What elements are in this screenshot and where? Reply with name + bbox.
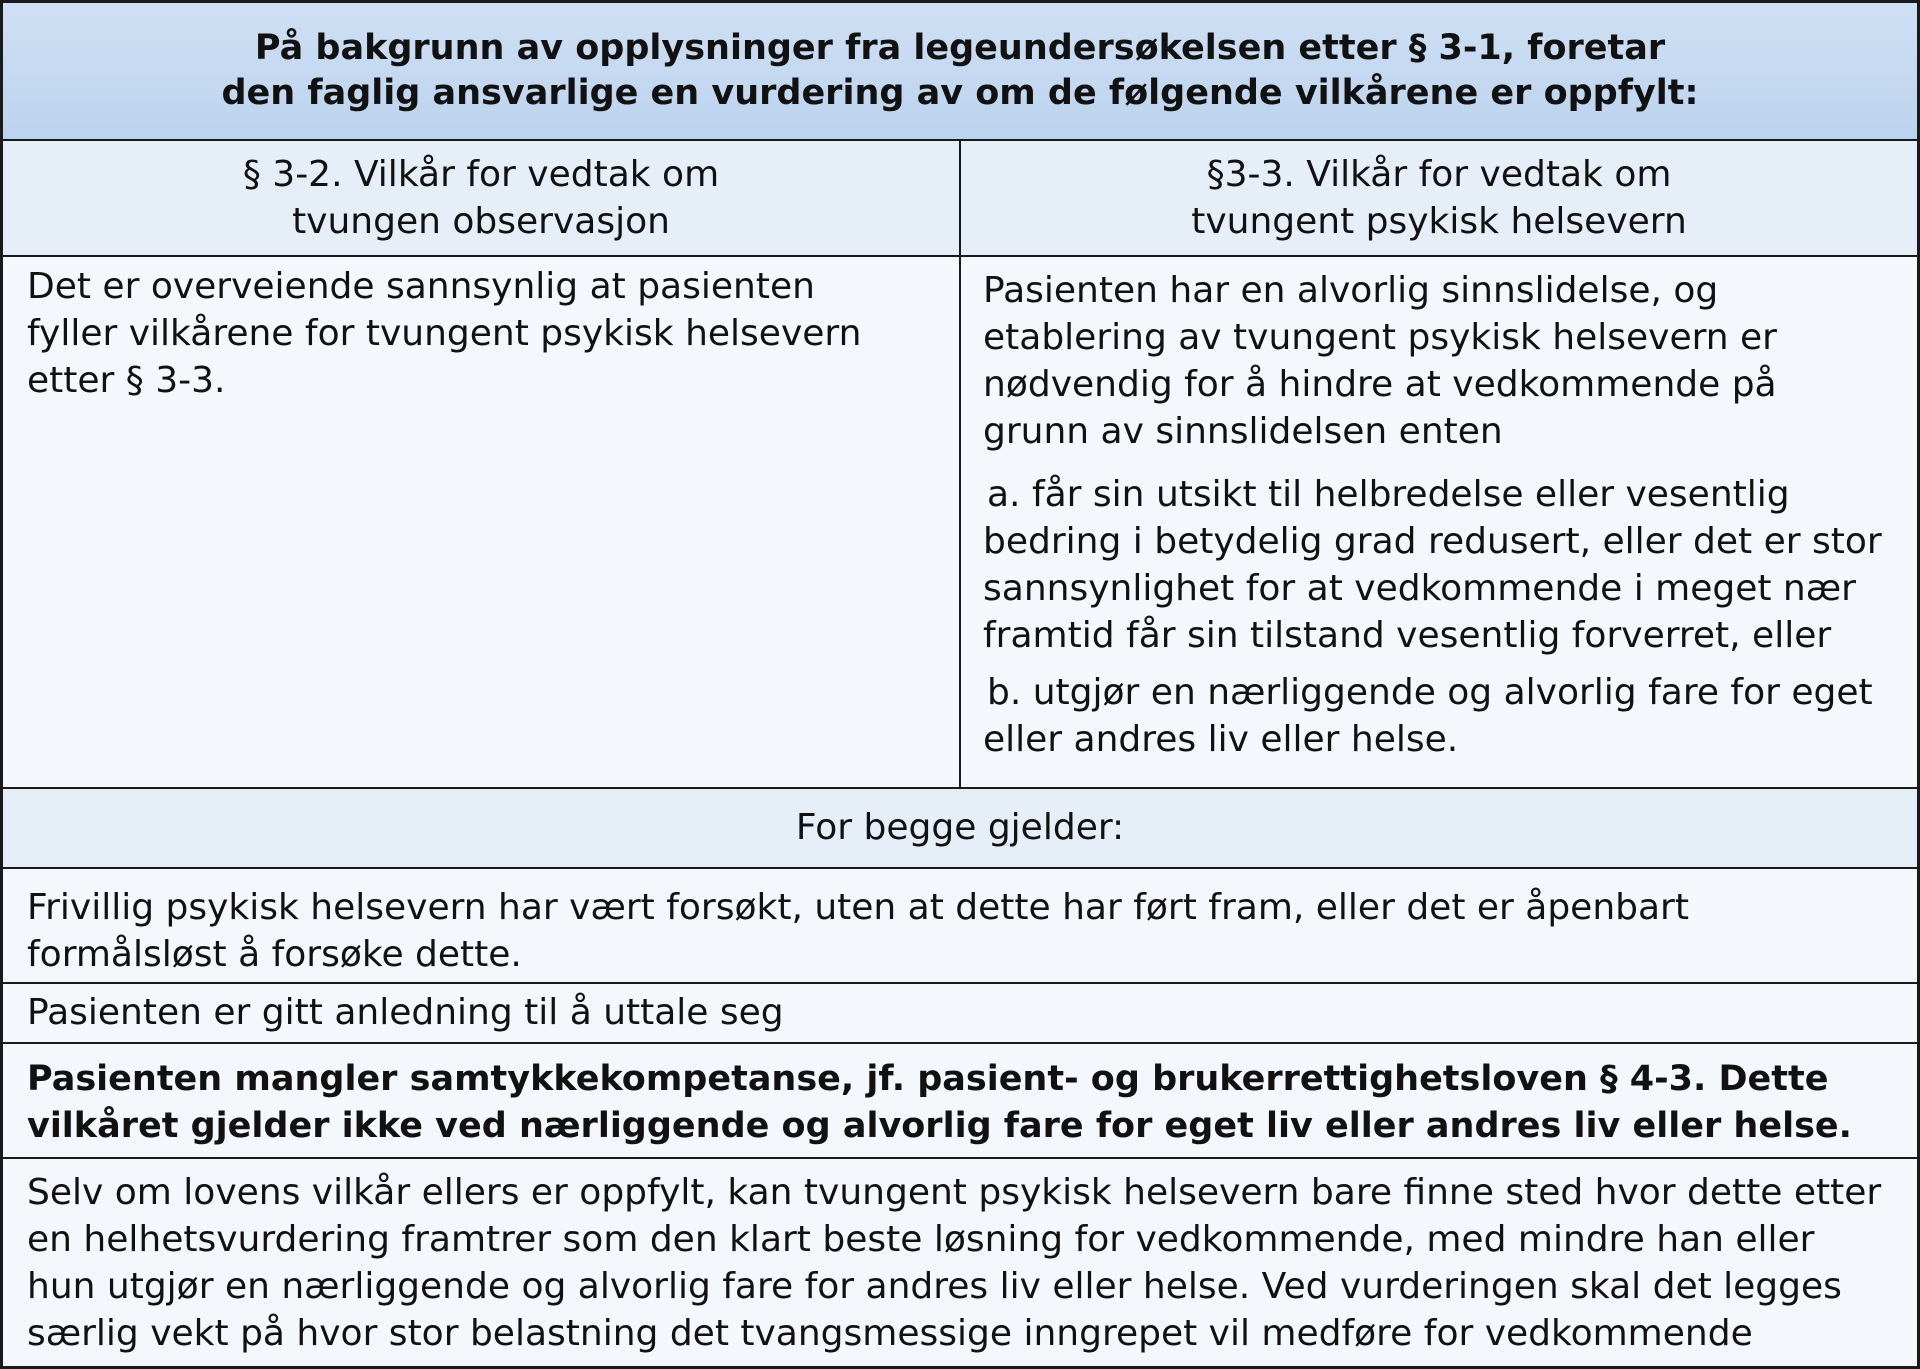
text-line: fyller vilkårene for tvungent psykisk helsevern: [27, 313, 862, 354]
observation-condition: [3, 257, 961, 787]
overall-assessment-condition: [3, 1159, 1917, 1366]
text-line: etter § 3-3.: [27, 360, 226, 401]
both-apply-heading: [3, 789, 1917, 869]
text-line: Pasienten har en alvorlig sinnslidelse, og: [983, 270, 1719, 311]
heading-line: tvungent psykisk helsevern: [1191, 201, 1687, 242]
voluntary-care-condition: [3, 869, 1917, 984]
text-line: eller andres liv eller helse.: [983, 719, 1459, 760]
table-header: [3, 3, 1917, 141]
heading-line: For begge gjelder:: [795, 807, 1125, 848]
column-headings-row: [3, 141, 1917, 257]
text-line: hun utgjør en nærliggende og alvorlig fare for andres liv eller helse. Ved vurderingen skal det legges: [27, 1266, 1842, 1307]
text-line: b. utgjør en nærliggende og alvorlig fare for eget: [987, 672, 1873, 713]
heading-line: §3-3. Vilkår for vedtak om: [1206, 154, 1672, 195]
text-line: a. får sin utsikt til helbredelse eller vesentlig: [987, 474, 1790, 515]
header-line: den faglig ansvarlige en vurdering av om de følgende vilkårene er oppfylt:: [221, 73, 1699, 113]
mental-health-care-heading: [961, 141, 1917, 255]
mental-health-care-condition: [961, 257, 1917, 787]
condition-item-a: [983, 471, 1917, 659]
text-line: særlig vekt på hvor stor belastning det tvangsmessige inngrepet vil medføre for vedkommende: [27, 1313, 1753, 1354]
text-line: Det er overveiende sannsynlig at pasienten: [27, 266, 815, 307]
conditions-row: [3, 257, 1917, 789]
right-to-be-heard-condition: [3, 984, 1917, 1044]
text-line: bedring i betydelig grad redusert, eller det er stor: [983, 521, 1882, 562]
text-line: vilkåret gjelder ikke ved nærliggende og alvorlig fare for eget liv eller andres liv eller helse.: [27, 1106, 1852, 1146]
text-line: Pasienten er gitt anledning til å uttale seg: [27, 992, 784, 1033]
text-line: Selv om lovens vilkår ellers er oppfylt, kan tvungent psykisk helsevern bare finne sted hvor dette etter: [27, 1172, 1882, 1213]
consent-competence-condition: [3, 1044, 1917, 1159]
heading-line: tvungen observasjon: [292, 201, 670, 242]
text-line: grunn av sinnslidelsen enten: [983, 411, 1503, 452]
text-line: en helhetsvurdering framtrer som den klart beste løsning for vedkommende, med mindre han eller: [27, 1219, 1815, 1260]
heading-line: § 3-2. Vilkår for vedtak om: [242, 154, 720, 195]
text-line: sannsynlighet for at vedkommende i meget nær: [983, 568, 1856, 609]
condition-item-b: [983, 669, 1917, 763]
header-line: På bakgrunn av opplysninger fra legeundersøkelsen etter § 3-1, foretar: [254, 28, 1666, 68]
text-line: nødvendig for å hindre at vedkommende på: [983, 364, 1777, 405]
text-line: etablering av tvungent psykisk helsevern er: [983, 317, 1777, 358]
text-line: formålsløst å forsøke dette.: [27, 934, 522, 975]
condition-intro: [983, 267, 1917, 455]
observation-heading: [3, 141, 961, 255]
text-line: Pasienten mangler samtykkekompetanse, jf. pasient- og brukerrettighetsloven § 4-3. Dette: [27, 1059, 1829, 1099]
text-line: framtid får sin tilstand vesentlig forverret, eller: [983, 615, 1832, 656]
text-line: Frivillig psykisk helsevern har vært forsøkt, uten at dette har ført fram, eller det er åpenbart: [27, 887, 1689, 928]
